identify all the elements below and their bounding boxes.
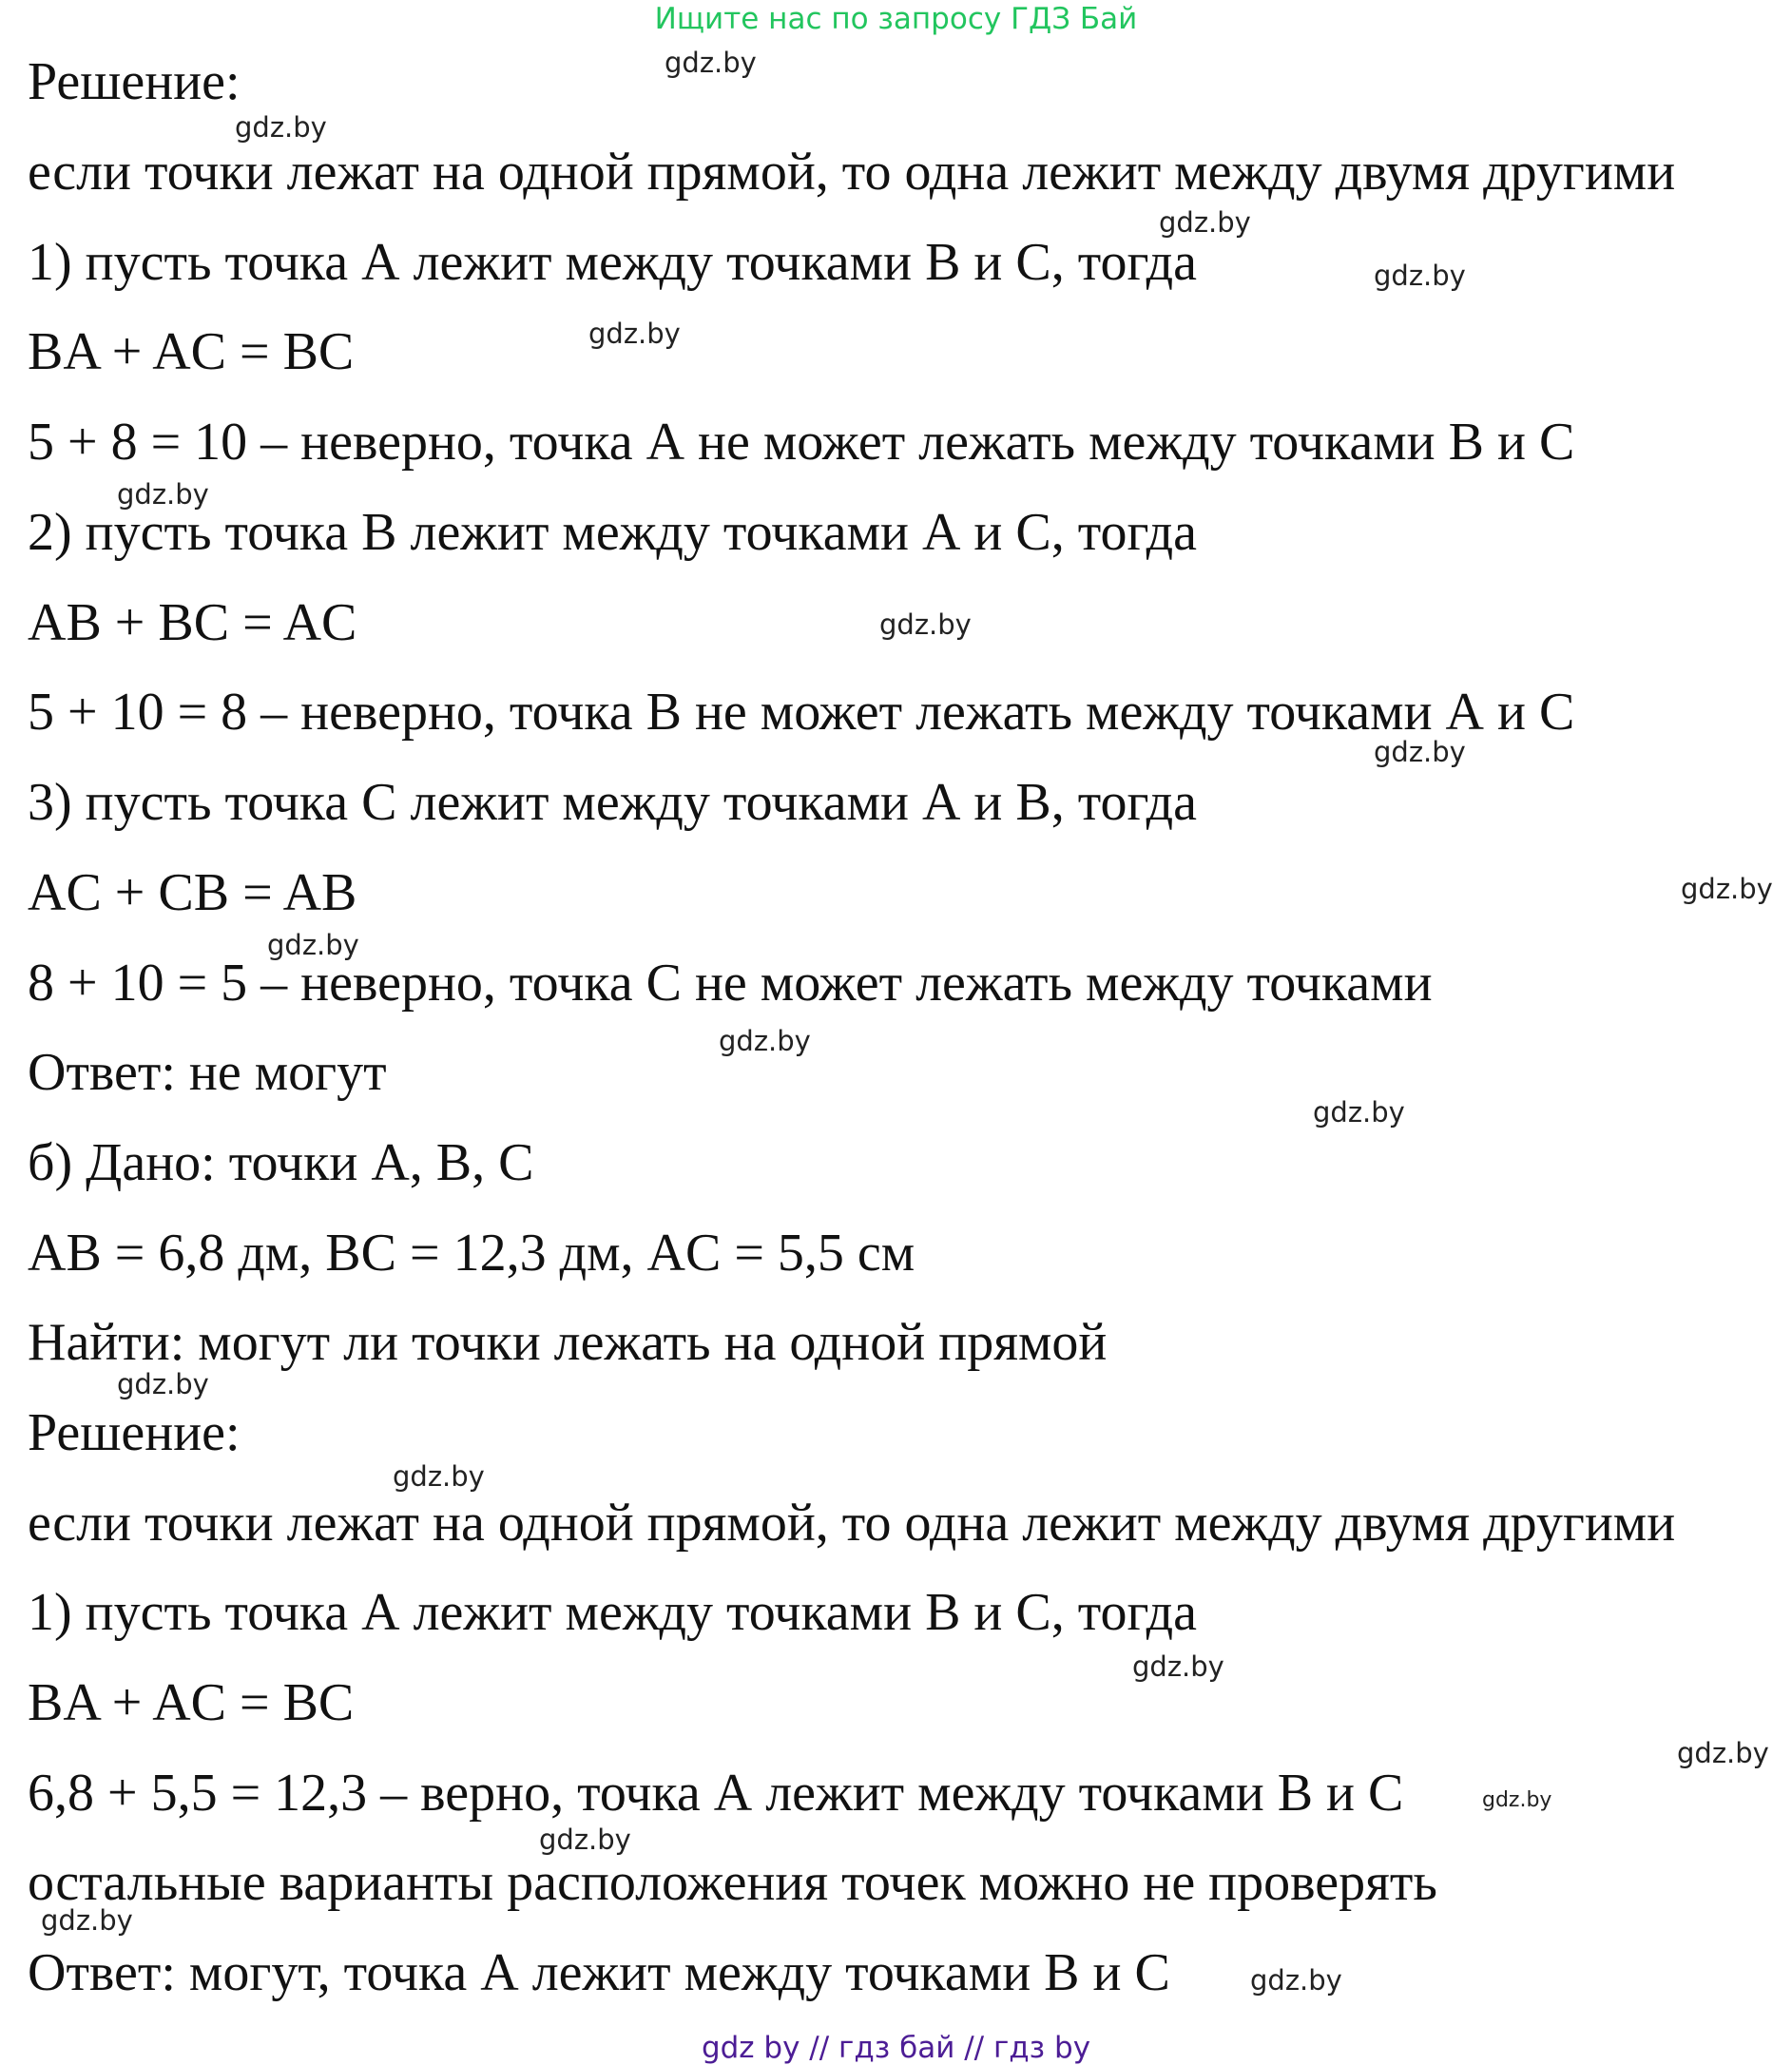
watermark: gdz.by [539,1824,631,1856]
watermark: gdz.by [1159,206,1251,239]
solution-line: остальные варианты расположения точек можно не проверять [28,1853,1437,1912]
solution-line: AB = 6,8 дм, BC = 12,3 дм, AC = 5,5 см [28,1224,915,1283]
watermark: gdz.by [1677,1737,1769,1769]
watermark: gdz.by [1374,736,1466,768]
watermark: gdz.by [1313,1096,1405,1129]
solution-line: 2) пусть точка В лежит между точками А и С, тогда [28,503,1198,562]
watermark: gdz.by [719,1025,811,1057]
solution-line: Решение: [28,52,241,111]
solution-line: 3) пусть точка С лежит между точками А и В, тогда [28,773,1198,832]
solution-line: если точки лежат на одной прямой, то одна лежит между двумя другими [28,143,1676,202]
watermark: gdz.by [1132,1650,1224,1683]
watermark: gdz.by [393,1460,485,1493]
watermark: gdz.by [117,478,209,511]
watermark: gdz.by [588,318,681,350]
solution-line: 5 + 10 = 8 – неверно, точка В не может лежать между точками А и С [28,683,1575,742]
footer-links[interactable]: gdz by // гдз бай // гдз by [701,2031,1091,2065]
watermark: gdz.by [1374,260,1466,292]
solution-line: 6,8 + 5,5 = 12,3 – верно, точка А лежит между точками В и С [28,1764,1404,1823]
watermark: gdz.by [1681,873,1773,905]
watermark: gdz.by [879,608,972,641]
solution-line: BA + AC = BC [28,1673,355,1732]
watermark: gdz.by [665,47,757,79]
watermark: gdz.by [1482,1788,1552,1812]
solution-line: Ответ: не могут [28,1043,387,1102]
watermark: gdz.by [267,929,359,961]
solution-line: если точки лежат на одной прямой, то одна лежит между двумя другими [28,1494,1676,1553]
header-ad-link[interactable]: Ищите нас по запросу ГДЗ Бай [654,2,1138,36]
solution-line: Решение: [28,1403,241,1462]
watermark: gdz.by [235,111,327,144]
solution-line: Найти: могут ли точки лежать на одной прямой [28,1313,1108,1372]
watermark: gdz.by [1250,1964,1342,1997]
solution-line: 8 + 10 = 5 – неверно, точка С не может лежать между точками [28,954,1433,1013]
solution-line: 5 + 8 = 10 – неверно, точка А не может лежать между точками В и С [28,413,1575,472]
solution-line: BA + AC = BC [28,322,355,381]
solution-line: 1) пусть точка А лежит между точками В и С, тогда [28,233,1198,292]
solution-line: Ответ: могут, точка А лежит между точками В и С [28,1943,1170,2002]
solution-line: AC + CB = AB [28,863,357,922]
solution-line: б) Дано: точки А, В, С [28,1133,534,1192]
solution-line: AB + BC = AC [28,593,357,652]
watermark: gdz.by [117,1368,209,1400]
watermark: gdz.by [41,1904,133,1937]
solution-line: 1) пусть точка А лежит между точками В и С, тогда [28,1583,1198,1642]
